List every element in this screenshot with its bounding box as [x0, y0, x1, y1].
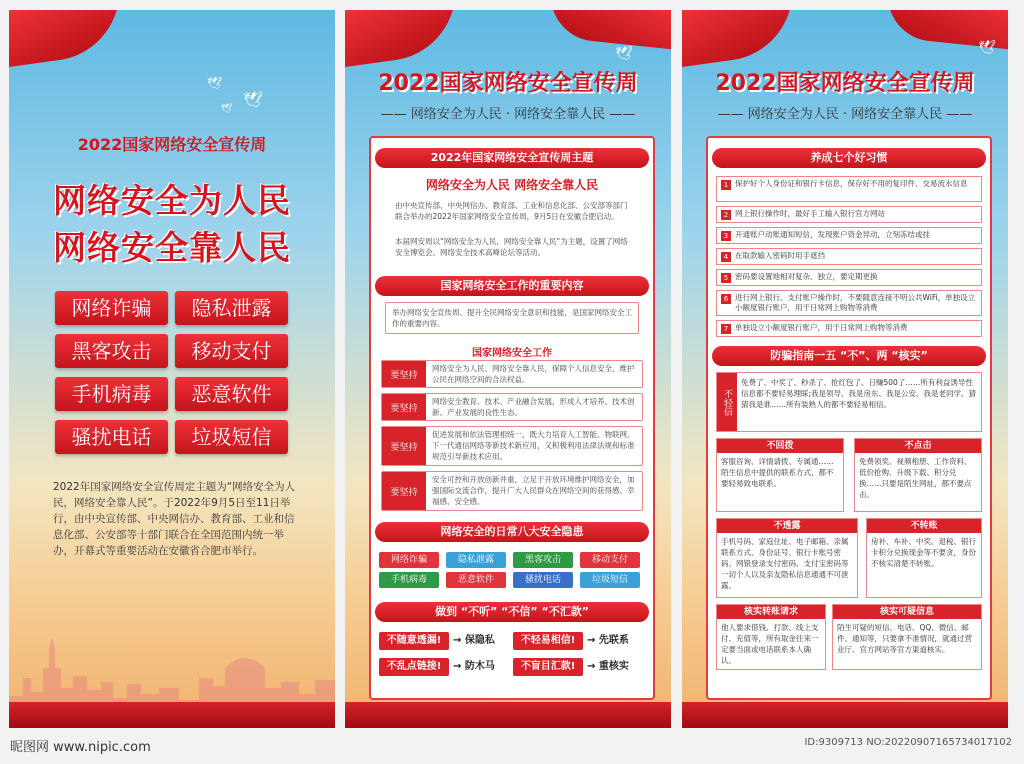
habit-item: [716, 227, 982, 244]
advice-text: 陌生可疑的短信、电话、QQ、微信、邮件、通知等，只要拿不准情况，就通过营业厅、官方网站等官方渠道核实。: [837, 623, 972, 654]
content-paragraph: 举办网络安全宣传周、提升全民网络安全意识和技能，是国家网络安全工作的重要内容。: [392, 308, 632, 328]
risk-chip: 网络诈骗: [379, 552, 439, 568]
habit-number: 2: [721, 210, 731, 220]
work-row: [381, 471, 643, 511]
section-bar-anti-fraud: 防骗指南一五 “不”、两 “核实”: [712, 346, 986, 366]
advice-title: 核实转账请求: [717, 605, 825, 619]
theme-slogan: 网络安全为人民 网络安全靠人民: [425, 178, 599, 192]
watermark-left: 昵图网 www.nipic.com: [10, 740, 151, 755]
do-text: → 先联系: [587, 635, 629, 646]
habit-number: 3: [721, 231, 731, 241]
red-ground-band: [682, 702, 1008, 728]
habit-text: 在取款输入密码时用手遮挡: [735, 251, 825, 260]
row-text: 安全可控和开放创新并重，立足于开放环境维护网络安全，加强国际交流合作，提升广大人民群众在网络空间的获得感、幸福感、安全感。: [432, 475, 635, 506]
section-bar-content: 国家网络安全工作的重要内容: [375, 276, 649, 296]
habit-text: 密码要设置地相对复杂、独立，要定期更换: [735, 272, 878, 281]
dont-trust-label: 不轻信: [717, 373, 737, 431]
work-row: [381, 360, 643, 388]
habit-text: 保护好个人身份证和银行卡信息，保存好不用的复印件、交易流水信息: [735, 179, 968, 188]
advice-text: 免费领奖、视频相册、工作资料、低价抢购、升级下载、积分兑换……只要是陌生网址，都不要点击。: [859, 457, 972, 499]
dont-trust-text: 免费了、中奖了、秒杀了、抢红包了、日赚500了……所有利益诱导性信息都不要轻易理睬;我是领导、我是房东、我是公安、我是老同学、猜猜我是谁……所有装熟人的都不要轻易相信。: [741, 378, 977, 409]
red-ground-band: [9, 702, 335, 728]
advice-text: 手机号码、家庭住址、电子邮箱、亲属联系方式、身份证号、银行卡账号密码、网银登录支付密码、支付宝密码等一切个人以及亲友隐私信息通通不可泄露。: [721, 537, 849, 590]
habit-text: 进行网上银行、支付账户操作时，不要随意连接不明公共WiFi，单独设立小额度银行账户，用于日常网上购物等消费: [735, 293, 976, 312]
dove-icon: 🕊: [207, 76, 223, 90]
risk-tag: 手机病毒: [55, 377, 168, 411]
risk-tag: 恶意软件: [175, 377, 288, 411]
habit-item: [716, 206, 982, 223]
habit-number: 7: [721, 324, 731, 334]
panel1-subtitle: 2022国家网络安全宣传周: [77, 135, 267, 154]
red-ground-band: [345, 702, 671, 728]
advice-box: [866, 518, 982, 598]
theme-paragraph-2: 本届网安周以“网络安全为人民，网络安全靠人民”为主题，设置了网络安全博览会、网络安全技术高峰论坛等活动。: [395, 237, 628, 257]
risk-chip: 骚扰电话: [513, 572, 573, 588]
poster-title: 2022国家网络安全宣传周: [715, 71, 975, 96]
theme-paragraph-1: 由中央宣传部、中央网信办、教育部、工业和信息化部、公安部等部门联合举办的2022年国家网络安全宣传周，9月5日在安徽合肥启动。: [395, 201, 628, 221]
do-label: 防木马: [464, 661, 495, 672]
section-bar-risks: 网络安全的日常八大安全隐患: [375, 522, 649, 542]
risk-chip: 垃圾短信: [580, 572, 640, 588]
risk-tag: 黑客攻击: [55, 334, 168, 368]
poster-panel-2: [345, 10, 671, 728]
advice-text: 客服咨询、详情请拨、专属通……陌生信息中提供的联系方式，都不要轻易致电联系。: [721, 457, 834, 488]
dont-badge: 不随意透漏!: [379, 632, 449, 650]
habit-item: [716, 176, 982, 202]
do-label: 先联系: [598, 635, 629, 646]
advice-box: [854, 438, 982, 512]
row-text: 网络安全为人民、网络安全靠人民，保障个人信息安全，维护公民在网络空间的合法权益。: [432, 364, 635, 384]
advice-title: 不透露: [717, 519, 857, 533]
advice-box: [716, 604, 826, 670]
poster-subtitle: —— 网络安全为人民 · 网络安全靠人民 ——: [717, 107, 973, 122]
risk-chip: 恶意软件: [446, 572, 506, 588]
red-flag-decoration: [682, 10, 792, 68]
headline-line-1: 网络安全为人民: [53, 181, 291, 220]
work-row: [381, 393, 643, 421]
risk-tag: 隐私泄露: [175, 291, 288, 325]
work-title: 国家网络安全工作: [472, 348, 552, 359]
risk-tag: 垃圾短信: [175, 420, 288, 454]
risk-chip: 移动支付: [580, 552, 640, 568]
risk-tag: 骚扰电话: [55, 420, 168, 454]
habit-number: 1: [721, 180, 731, 190]
section-bar-three-nos: 做到 “不听” “不信” “不汇款”: [375, 602, 649, 622]
dove-icon: 🕊: [243, 90, 264, 109]
risk-tag: 网络诈骗: [55, 291, 168, 325]
poster-subtitle: —— 网络安全为人民 · 网络安全靠人民 ——: [380, 107, 636, 122]
headline-line-2: 网络安全靠人民: [53, 228, 291, 267]
row-label: 要坚持: [382, 394, 426, 420]
habit-number: 5: [721, 273, 731, 283]
red-flag-decoration: [9, 10, 119, 68]
risk-tag: 移动支付: [175, 334, 288, 368]
habit-number: 4: [721, 252, 731, 262]
row-label: 要坚持: [382, 472, 426, 510]
do-text: → 重核实: [587, 661, 629, 672]
risk-chip: 手机病毒: [379, 572, 439, 588]
poster-panel-3: [682, 10, 1008, 728]
habit-item: [716, 320, 982, 337]
do-label: 保隐私: [464, 635, 495, 646]
intro-paragraph: 2022年国家网络安全宣传周定主题为“网络安全为人民，网络安全靠人民”。于2022年9月5日至11日举行，由中央宣传部、中央网信办、教育部、工业和信息化部、公安部等十部门联合在全国范围内统一举办，开幕式等重要活动在安徽省合肥市举行。: [53, 481, 296, 557]
row-label: 要坚持: [382, 427, 426, 465]
dove-icon: 🕊: [221, 104, 233, 114]
dont-badge: 不乱点链接!: [379, 658, 449, 676]
habit-number: 6: [721, 294, 731, 304]
do-label: 重核实: [598, 661, 629, 672]
advice-title: 不回拨: [717, 439, 843, 453]
advice-box: [716, 518, 858, 598]
habit-item: [716, 248, 982, 265]
row-text: 促进发展和依法管理相统一，既大力培育人工智能、物联网、下一代通信网络等新技术新应用，又积极利用法律法规和标准规范引导新技术应用。: [432, 430, 635, 461]
dove-icon: 🕊: [978, 40, 996, 56]
do-text: → 保隐私: [453, 635, 495, 646]
advice-title: 不点击: [855, 439, 981, 453]
advice-box: [832, 604, 982, 670]
advice-title: 核实可疑信息: [833, 605, 981, 619]
advice-box: [716, 438, 844, 512]
content-card: [369, 136, 655, 700]
habit-text: 网上银行操作时，最好手工输入银行官方网站: [735, 209, 885, 218]
dont-trust-box: [716, 372, 982, 432]
watermark-right: ID:9309713 NO:20220907165734017102: [804, 737, 1012, 748]
risk-chip: 黑客攻击: [513, 552, 573, 568]
habit-item: [716, 290, 982, 316]
poster-title: 2022国家网络安全宣传周: [378, 71, 638, 96]
content-card: [706, 136, 992, 700]
dove-icon: 🕊: [615, 46, 633, 62]
advice-title: 不转账: [867, 519, 981, 533]
advice-text: 他人要求借钱、打款、线上支付、充值等，所有取金往来一定要当面或电话联系本人确认。: [721, 623, 819, 665]
red-flag-decoration: [345, 10, 455, 68]
advice-text: 房补、车补、中奖、退税、银行卡积分兑换现金等不要贪，身份不核实清楚不转账。: [871, 537, 976, 568]
dont-badge: 不盲目汇款!: [513, 658, 583, 676]
dont-badge: 不轻易相信!: [513, 632, 583, 650]
section-bar-theme: 2022年国家网络安全宣传周主题: [375, 148, 649, 168]
poster-panel-1: [9, 10, 335, 728]
do-text: → 防木马: [453, 661, 495, 672]
habit-text: 开通账户动账通知短信，发现账户资金异动，立刻冻结或挂: [735, 230, 930, 239]
content-box: [385, 302, 639, 334]
work-row: [381, 426, 643, 466]
red-flag-decoration: [551, 10, 671, 51]
risk-chip: 隐私泄露: [446, 552, 506, 568]
section-bar-habits: 养成七个好习惯: [712, 148, 986, 168]
habit-text: 单独设立小额度银行账户，用于日常网上购物等消费: [735, 323, 908, 332]
habit-item: [716, 269, 982, 286]
row-label: 要坚持: [382, 361, 426, 387]
row-text: 网络安全教育、技术、产业融合发展，形成人才培养、技术创新、产业发展的良性生态。: [432, 397, 635, 417]
